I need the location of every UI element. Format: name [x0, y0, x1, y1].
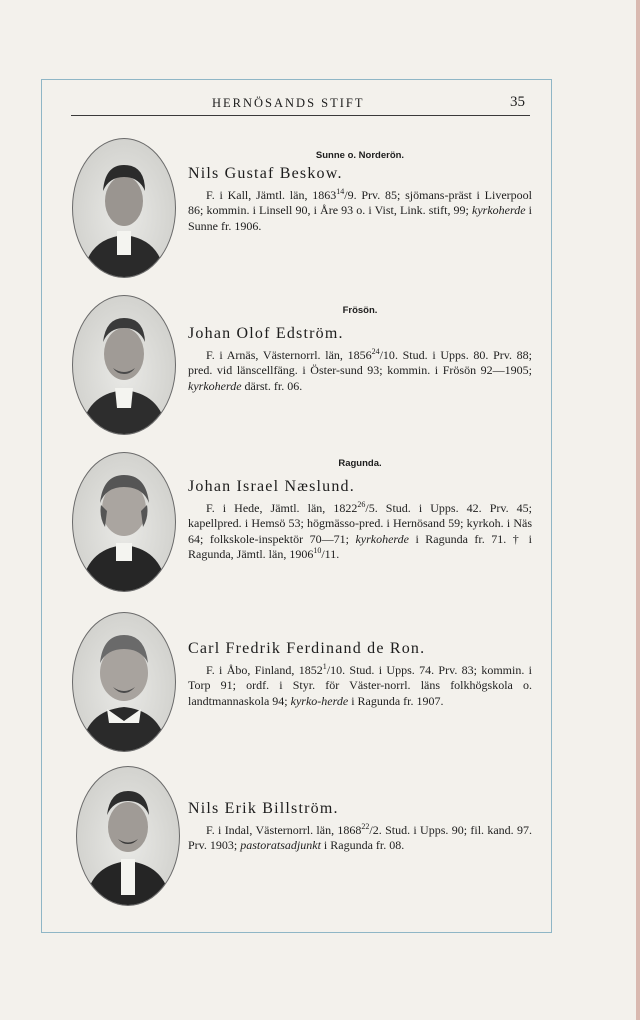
portrait-photo — [72, 452, 176, 592]
portrait-figure-icon — [73, 613, 175, 751]
parish-heading: Frösön. — [342, 305, 378, 316]
page-number: 35 — [510, 94, 525, 110]
parish-heading: Ragunda. — [338, 458, 382, 469]
person-biography: F. i Kall, Jämtl. län, 1863$^{14}$/9. Prv. 85; sjömans-präst i Liverpool 86; kommin. i Linsell 90, i Åre 93 o. i Vist, Link. stift, 99; kyrkoherde i Sunne fr. 1906. — [188, 187, 532, 233]
person-biography: F. i Hede, Jämtl. län, 1822$^{26}$/5. Stud. i Upps. 42. Prv. 45; kapellpred. i Hemsö 53; högmässo-pred. i Hernösand 59; kyrkoh. i Näs 64; folkskole-inspektör 70—71; kyrkoherde i Ragunda fr. 71. † i Ragunda, Jämtl. län, 1906$^{10}$/11. — [188, 500, 533, 562]
portrait-figure-icon — [73, 139, 175, 277]
person-name: Johan Israel Næslund. — [188, 478, 355, 495]
person-biography: F. i Arnäs, Västernorrl. län, 1856$^{24}$/10. Stud. i Upps. 80. Prv. 88; pred. vid länscellfäng. i Öster-sund 93; kommin. i Frösön 92—1905; kyrkoherde därst. fr. 06. — [188, 347, 532, 393]
person-biography: F. i Åbo, Finland, 1852$^1$/10. Stud. i Upps. 74. Prv. 83; kommin. i Torp 91; ordf. i Styr. för Väster-norrl. läns folkhögskola o. landtmannaskola 94; kyrko-herde i Ragunda fr. 1907. — [188, 662, 532, 708]
portrait-photo — [76, 766, 180, 906]
portrait-figure-icon — [77, 767, 179, 905]
person-name: Johan Olof Edström. — [188, 325, 344, 342]
parish-heading: Sunne o. Norderön. — [315, 150, 405, 161]
person-name: Nils Gustaf Beskow. — [188, 165, 343, 182]
person-biography: F. i Indal, Västernorrl. län, 1868$^{22}$/2. Stud. i Upps. 90; fil. kand. 97. Prv. 1903; pastoratsadjunkt i Ragunda fr. 08. — [188, 822, 532, 853]
header-rule — [71, 115, 530, 116]
page-header-title: HERNÖSANDS STIFT — [212, 96, 365, 110]
portrait-photo — [72, 295, 176, 435]
person-name: Nils Erik Billström. — [188, 800, 339, 817]
portrait-figure-icon — [73, 296, 175, 434]
portrait-figure-icon — [73, 453, 175, 591]
portrait-photo — [72, 138, 176, 278]
portrait-photo — [72, 612, 176, 752]
person-name: Carl Fredrik Ferdinand de Ron. — [188, 640, 426, 657]
page-edge — [636, 0, 640, 1020]
